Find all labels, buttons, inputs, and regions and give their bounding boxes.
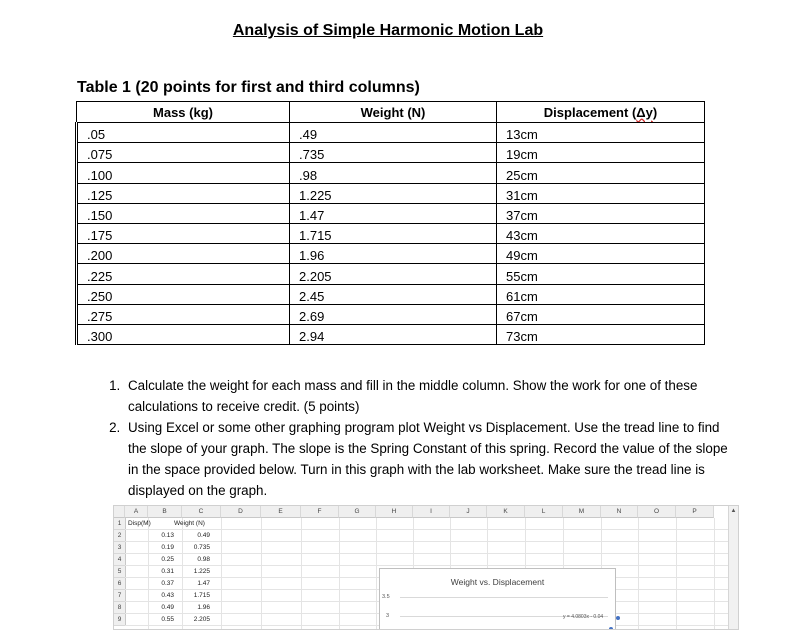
chart-gridline — [400, 597, 608, 598]
cell-disp[interactable]: 0.13 — [161, 532, 174, 539]
document-title: Analysis of Simple Harmonic Motion Lab — [232, 22, 544, 39]
scroll-up-icon[interactable]: ▲ — [730, 508, 737, 514]
displacement-cell: 37cm — [497, 203, 705, 223]
excel-screenshot — [113, 505, 739, 630]
weight-cell: 1.96 — [290, 244, 497, 264]
cell-weight[interactable]: 0.735 — [193, 544, 210, 551]
mass-cell: .075 — [77, 143, 290, 163]
cell-disp[interactable]: 0.25 — [161, 556, 174, 563]
instruction-list — [98, 375, 734, 501]
select-all-corner[interactable] — [114, 506, 125, 518]
column-header[interactable]: E — [261, 506, 301, 518]
cell-disp[interactable]: 0.19 — [161, 544, 174, 551]
displacement-cell: 61cm — [497, 284, 705, 304]
cell-weight[interactable]: 1.47 — [197, 580, 210, 587]
displacement-cell: 73cm — [497, 324, 705, 344]
displacement-cell: 49cm — [497, 244, 705, 264]
mass-cell: .150 — [77, 203, 290, 223]
column-header[interactable]: A — [125, 506, 148, 518]
mass-cell: .100 — [77, 163, 290, 183]
weight-cell: 2.205 — [290, 264, 497, 284]
row-header[interactable]: 9 — [114, 614, 126, 626]
header-displacement: Displacement (Δy) — [497, 102, 705, 123]
table-row — [77, 183, 705, 203]
table-row — [77, 324, 705, 344]
column-header[interactable]: O — [638, 506, 676, 518]
displacement-cell: 43cm — [497, 223, 705, 243]
table-row — [77, 163, 705, 183]
row-header[interactable]: 2 — [114, 530, 126, 542]
cell-header-a[interactable]: Disp(M) — [128, 520, 151, 527]
data-point — [616, 616, 620, 620]
column-header[interactable]: H — [376, 506, 413, 518]
grid-line — [125, 529, 737, 530]
weight-cell: .735 — [290, 143, 497, 163]
displacement-cell: 19cm — [497, 143, 705, 163]
displacement-cell: 25cm — [497, 163, 705, 183]
weight-cell: 1.47 — [290, 203, 497, 223]
weight-cell: 2.94 — [290, 324, 497, 344]
cell-disp[interactable]: 0.31 — [161, 568, 174, 575]
table-row — [77, 143, 705, 163]
column-header[interactable]: M — [563, 506, 601, 518]
column-header[interactable]: N — [601, 506, 638, 518]
mass-cell: .175 — [77, 223, 290, 243]
cell-weight[interactable]: 0.98 — [197, 556, 210, 563]
row-header[interactable]: 3 — [114, 542, 126, 554]
instruction-item: 2. Using Excel or some other graphing program plot Weight vs Displacement. Use the tread line to find the slope of your graph. The slope is the Spring Constant of this spring. Record the value of the slope in the space provided below. Turn in this graph with the lab worksheet. Make sure the tread line is displayed on the graph. — [124, 417, 734, 501]
row-header[interactable]: 5 — [114, 566, 126, 578]
cell-header-b[interactable]: Weight (N) — [174, 520, 205, 527]
displacement-cell: 13cm — [497, 123, 705, 143]
cell-weight[interactable]: 1.225 — [193, 568, 210, 575]
chart-title: Weight vs. Displacement — [450, 577, 545, 587]
data-table — [75, 101, 705, 345]
column-header[interactable]: J — [450, 506, 487, 518]
column-header[interactable]: P — [676, 506, 714, 518]
vertical-scrollbar[interactable] — [728, 506, 738, 629]
cell-weight[interactable]: 1.96 — [197, 604, 210, 611]
table-row — [77, 284, 705, 304]
displacement-cell: 31cm — [497, 183, 705, 203]
column-header[interactable]: K — [487, 506, 525, 518]
mass-cell: .275 — [77, 304, 290, 324]
chart[interactable] — [379, 568, 616, 630]
table-row — [77, 203, 705, 223]
weight-cell: 1.715 — [290, 223, 497, 243]
instruction-item: 1. Calculate the weight for each mass and fill in the middle column. Show the work for one of these calculations to receive credit. (5 points) — [124, 375, 734, 417]
mass-cell: .125 — [77, 183, 290, 203]
row-header[interactable]: 4 — [114, 554, 126, 566]
displacement-cell: 67cm — [497, 304, 705, 324]
cell-weight[interactable]: 0.49 — [197, 532, 210, 539]
table-row — [77, 123, 705, 143]
column-header[interactable]: B — [148, 506, 182, 518]
y-tick-label: 3 — [386, 613, 390, 619]
weight-cell: 2.69 — [290, 304, 497, 324]
column-header[interactable]: I — [413, 506, 450, 518]
mass-cell: .200 — [77, 244, 290, 264]
weight-cell: 1.225 — [290, 183, 497, 203]
trendline-label: y = 4.0803x - 0.04 — [563, 614, 604, 620]
column-header[interactable]: D — [221, 506, 261, 518]
table-row — [77, 264, 705, 284]
cell-weight[interactable]: 2.205 — [193, 616, 210, 623]
row-header[interactable]: 1 — [114, 518, 126, 530]
table-header-row — [77, 102, 705, 123]
weight-cell: .98 — [290, 163, 497, 183]
grid-line — [125, 565, 737, 566]
mass-cell: .225 — [77, 264, 290, 284]
cell-weight[interactable]: 1.715 — [193, 592, 210, 599]
column-header[interactable]: L — [525, 506, 563, 518]
column-header[interactable]: C — [182, 506, 221, 518]
cell-disp[interactable]: 0.55 — [161, 616, 174, 623]
row-header[interactable]: 8 — [114, 602, 126, 614]
header-mass: Mass (kg) — [77, 102, 290, 123]
table-row — [77, 244, 705, 264]
mass-cell: .300 — [77, 324, 290, 344]
row-header[interactable]: 7 — [114, 590, 126, 602]
grid-line — [125, 541, 737, 542]
mass-cell: .05 — [77, 123, 290, 143]
column-header[interactable]: F — [301, 506, 339, 518]
cell-disp[interactable]: 0.49 — [161, 604, 174, 611]
mass-cell: .250 — [77, 284, 290, 304]
column-header[interactable]: G — [339, 506, 376, 518]
table-row — [77, 223, 705, 243]
cell-disp[interactable]: 0.37 — [161, 580, 174, 587]
displacement-cell: 55cm — [497, 264, 705, 284]
cell-disp[interactable]: 0.43 — [161, 592, 174, 599]
table-row — [77, 304, 705, 324]
row-header[interactable]: 6 — [114, 578, 126, 590]
grid-line — [125, 553, 737, 554]
header-weight: Weight (N) — [290, 102, 497, 123]
y-tick-label: 3.5 — [382, 594, 390, 600]
table-caption: Table 1 (20 points for first and third columns) — [77, 79, 420, 96]
weight-cell: 2.45 — [290, 284, 497, 304]
weight-cell: .49 — [290, 123, 497, 143]
